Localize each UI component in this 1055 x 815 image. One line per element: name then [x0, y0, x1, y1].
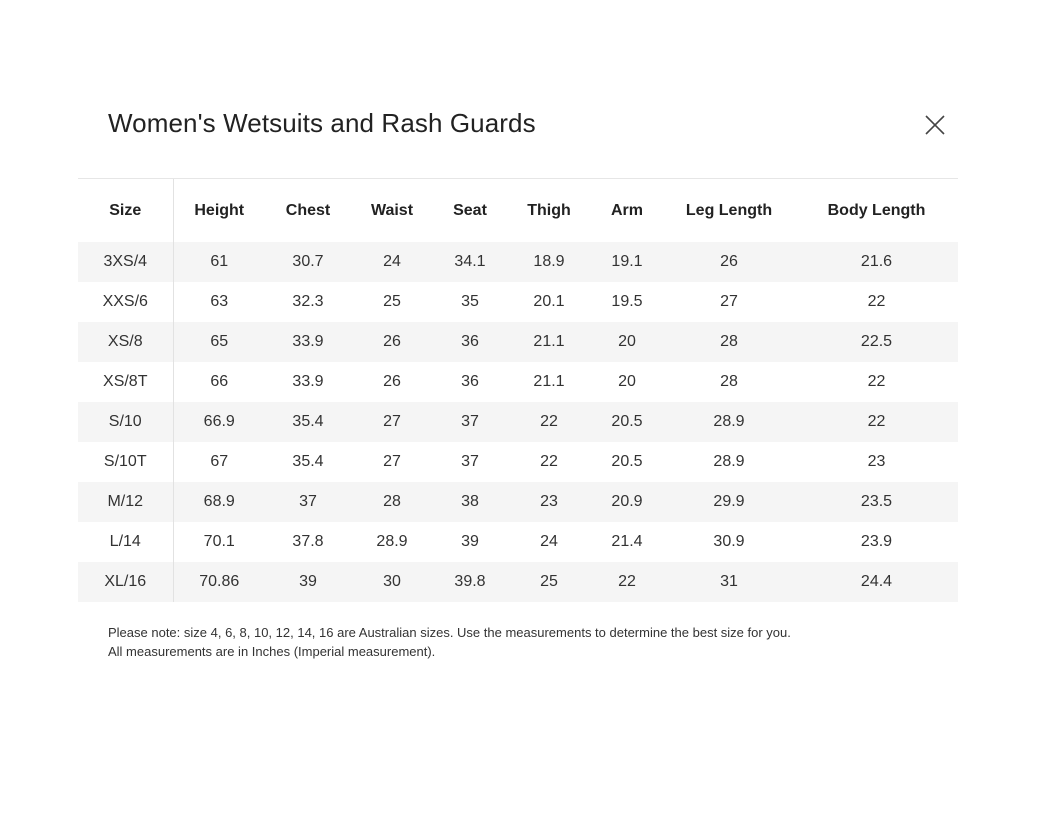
measurement-cell: 63 — [173, 282, 265, 322]
measurement-cell: 20 — [591, 362, 663, 402]
measurement-cell: 35 — [433, 282, 507, 322]
modal-title: Women's Wetsuits and Rash Guards — [108, 108, 536, 138]
table-row — [78, 562, 958, 602]
size-cell: XS/8 — [78, 322, 173, 362]
measurement-cell: 36 — [433, 322, 507, 362]
measurement-cell: 28.9 — [663, 442, 795, 482]
size-cell: XL/16 — [78, 562, 173, 602]
column-header-thigh: Thigh — [507, 179, 591, 242]
measurement-cell: 70.1 — [173, 522, 265, 562]
size-cell: S/10 — [78, 402, 173, 442]
measurement-cell: 22 — [795, 362, 958, 402]
table-row — [78, 242, 958, 282]
column-header-size: Size — [78, 179, 173, 242]
measurement-cell: 23.9 — [795, 522, 958, 562]
measurement-cell: 20.9 — [591, 482, 663, 522]
table-row — [78, 362, 958, 402]
measurement-cell: 20.5 — [591, 402, 663, 442]
column-header-seat: Seat — [433, 179, 507, 242]
measurement-cell: 37.8 — [265, 522, 351, 562]
measurement-cell: 65 — [173, 322, 265, 362]
table-header-row — [78, 179, 958, 242]
measurement-cell: 21.1 — [507, 362, 591, 402]
size-cell: S/10T — [78, 442, 173, 482]
table-row — [78, 442, 958, 482]
measurement-cell: 37 — [265, 482, 351, 522]
measurement-cell: 37 — [433, 402, 507, 442]
column-header-arm: Arm — [591, 179, 663, 242]
measurement-cell: 20.1 — [507, 282, 591, 322]
measurement-cell: 24 — [351, 242, 433, 282]
table-row — [78, 322, 958, 362]
measurement-cell: 30 — [351, 562, 433, 602]
measurement-cell: 36 — [433, 362, 507, 402]
measurement-cell: 30.9 — [663, 522, 795, 562]
measurement-cell: 38 — [433, 482, 507, 522]
measurement-cell: 39 — [433, 522, 507, 562]
measurement-cell: 26 — [663, 242, 795, 282]
note-line-1: Please note: size 4, 6, 8, 10, 12, 14, 16 are Australian sizes. Use the measurements to determine the best size for you. — [108, 625, 791, 640]
measurement-cell: 66 — [173, 362, 265, 402]
measurement-cell: 61 — [173, 242, 265, 282]
measurement-cell: 22 — [507, 442, 591, 482]
measurement-cell: 68.9 — [173, 482, 265, 522]
measurement-cell: 27 — [351, 402, 433, 442]
measurement-cell: 21.1 — [507, 322, 591, 362]
column-header-leg-length: Leg Length — [663, 179, 795, 242]
measurement-cell: 19.1 — [591, 242, 663, 282]
measurement-cell: 31 — [663, 562, 795, 602]
measurement-cell: 67 — [173, 442, 265, 482]
measurement-cell: 22 — [591, 562, 663, 602]
note-line-2: All measurements are in Inches (Imperial measurement). — [108, 644, 436, 659]
size-cell: L/14 — [78, 522, 173, 562]
measurement-cell: 23 — [795, 442, 958, 482]
measurement-cell: 33.9 — [265, 322, 351, 362]
measurement-cell: 28 — [663, 322, 795, 362]
measurement-cell: 39 — [265, 562, 351, 602]
measurement-cell: 28.9 — [663, 402, 795, 442]
measurement-cell: 22 — [795, 402, 958, 442]
size-chart-table — [78, 179, 959, 602]
size-chart-table-container — [78, 178, 958, 602]
column-header-waist: Waist — [351, 179, 433, 242]
measurement-cell: 30.7 — [265, 242, 351, 282]
measurement-cell: 25 — [351, 282, 433, 322]
measurement-cell: 28.9 — [351, 522, 433, 562]
measurement-cell: 21.4 — [591, 522, 663, 562]
measurement-cell: 24 — [507, 522, 591, 562]
measurement-cell: 28 — [663, 362, 795, 402]
measurement-cell: 26 — [351, 362, 433, 402]
table-row — [78, 482, 958, 522]
measurement-cell: 28 — [351, 482, 433, 522]
size-cell: XXS/6 — [78, 282, 173, 322]
measurement-cell: 34.1 — [433, 242, 507, 282]
table-row — [78, 522, 958, 562]
column-header-body-length: Body Length — [795, 179, 958, 242]
column-header-height: Height — [173, 179, 265, 242]
measurement-cell: 22.5 — [795, 322, 958, 362]
measurement-cell: 29.9 — [663, 482, 795, 522]
size-cell: M/12 — [78, 482, 173, 522]
measurement-cell: 20 — [591, 322, 663, 362]
measurement-cell: 27 — [663, 282, 795, 322]
measurement-cell: 25 — [507, 562, 591, 602]
measurement-cell: 37 — [433, 442, 507, 482]
measurement-cell: 27 — [351, 442, 433, 482]
close-button[interactable] — [918, 108, 952, 142]
measurement-cell: 39.8 — [433, 562, 507, 602]
measurement-cell: 21.6 — [795, 242, 958, 282]
measurement-cell: 32.3 — [265, 282, 351, 322]
size-cell: 3XS/4 — [78, 242, 173, 282]
measurement-cell: 26 — [351, 322, 433, 362]
measurement-cell: 20.5 — [591, 442, 663, 482]
measurement-cell: 18.9 — [507, 242, 591, 282]
measurement-cell: 22 — [507, 402, 591, 442]
close-icon — [918, 108, 952, 142]
size-cell: XS/8T — [78, 362, 173, 402]
table-row — [78, 402, 958, 442]
measurement-cell: 23 — [507, 482, 591, 522]
measurement-cell: 35.4 — [265, 442, 351, 482]
measurement-cell: 33.9 — [265, 362, 351, 402]
table-row — [78, 282, 958, 322]
column-header-chest: Chest — [265, 179, 351, 242]
measurement-cell: 66.9 — [173, 402, 265, 442]
measurement-cell: 19.5 — [591, 282, 663, 322]
measurement-cell: 22 — [795, 282, 958, 322]
measurement-cell: 24.4 — [795, 562, 958, 602]
measurement-cell: 70.86 — [173, 562, 265, 602]
size-notes — [108, 623, 791, 661]
table-body — [78, 242, 958, 602]
measurement-cell: 35.4 — [265, 402, 351, 442]
measurement-cell: 23.5 — [795, 482, 958, 522]
